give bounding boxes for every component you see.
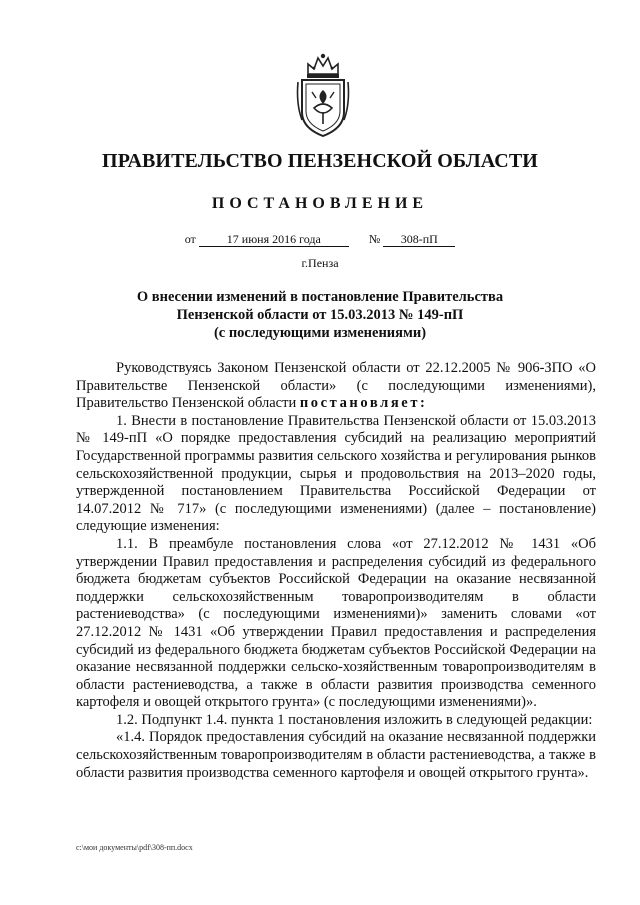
document-number: 308-пП [383, 232, 455, 247]
document-subject [0, 288, 640, 342]
paragraph-item-1-2: 1.2. Подпункт 1.4. пункта 1 постановления изложить в следующей редакции: [116, 711, 593, 728]
subject-line: Пензенской области от 15.03.2013 № 149-пП [176, 307, 464, 323]
penza-coat-of-arms-icon [294, 52, 352, 138]
paragraph-quote-1-4: «1.4. Порядок предоставления субсидий на оказание несвязанной поддержки сельскохозяйственным товаропроизводителям в области растениеводства, а также в области развития производства семенного картофеля и овощей открытого грунта». [76, 729, 596, 781]
city: г.Пенза [301, 256, 339, 270]
subject-line: О внесении изменений в постановление Правительства [136, 289, 504, 305]
paragraph-item-1-1: 1.1. В преамбуле постановления слова «от 27.12.2012 № 1431 «Об утверждении Правил предоставления и распределения субсидий из федерального бюджета бюджетам субъектов Российской Федерации на оказание несвязанной поддержки сельскохозяйственным товаропроизводителям в области растениеводства» (с последующими изменениями)» заменить словами «от 27.12.2012 № 1431 «Об утверждении Правил предоставления и распределения субсидий из федерального бюджета бюджетам субъектов Российской Федерации на оказание несвязанной поддержки сельско-хозяйственным товаропроизводителям в области растениеводства, а также в области развития производства семенного картофеля и овощей открытого грунта» (с последующими изменениями)». [76, 535, 596, 711]
document-body [76, 360, 596, 782]
resolves-phrase: постановляет: [299, 395, 428, 412]
date-prefix: от [184, 232, 196, 246]
number-prefix: № [368, 232, 381, 246]
file-path-footer: c:\мои документы\pdf\308-пп.docx [76, 843, 193, 852]
preamble-text: Руководствуясь Законом Пензенской области от 22.12.2005 № 906-ЗПО «О Правительстве Пензенской области» (с последующими изменениями), Правительство Пензенской области [76, 360, 596, 412]
date-number-line [0, 232, 640, 247]
paragraph-item-1: 1. Внести в постановление Правительства Пензенской области от 15.03.2013 № 149-пП «О порядке предоставления субсидий на реализацию мероприятий Государственной программы развития сельского хозяйства и регулирования рынков сельскохозяйственной продукции, сырья и продовольствия на 2013–2020 годы, утвержденной постановлением Правительства Российской Федерации от 14.07.2012 № 717» (с последующими изменениями) (далее – постановление) следующие изменения: [76, 412, 596, 535]
subject-line: (с последующими изменениями) [213, 325, 427, 341]
paragraph-preamble [76, 360, 596, 413]
document-date: 17 июня 2016 года [199, 232, 349, 247]
government-title: ПРАВИТЕЛЬСТВО ПЕНЗЕНСКОЙ ОБЛАСТИ [102, 150, 538, 172]
document-type: ПОСТАНОВЛЕНИЕ [211, 195, 429, 212]
